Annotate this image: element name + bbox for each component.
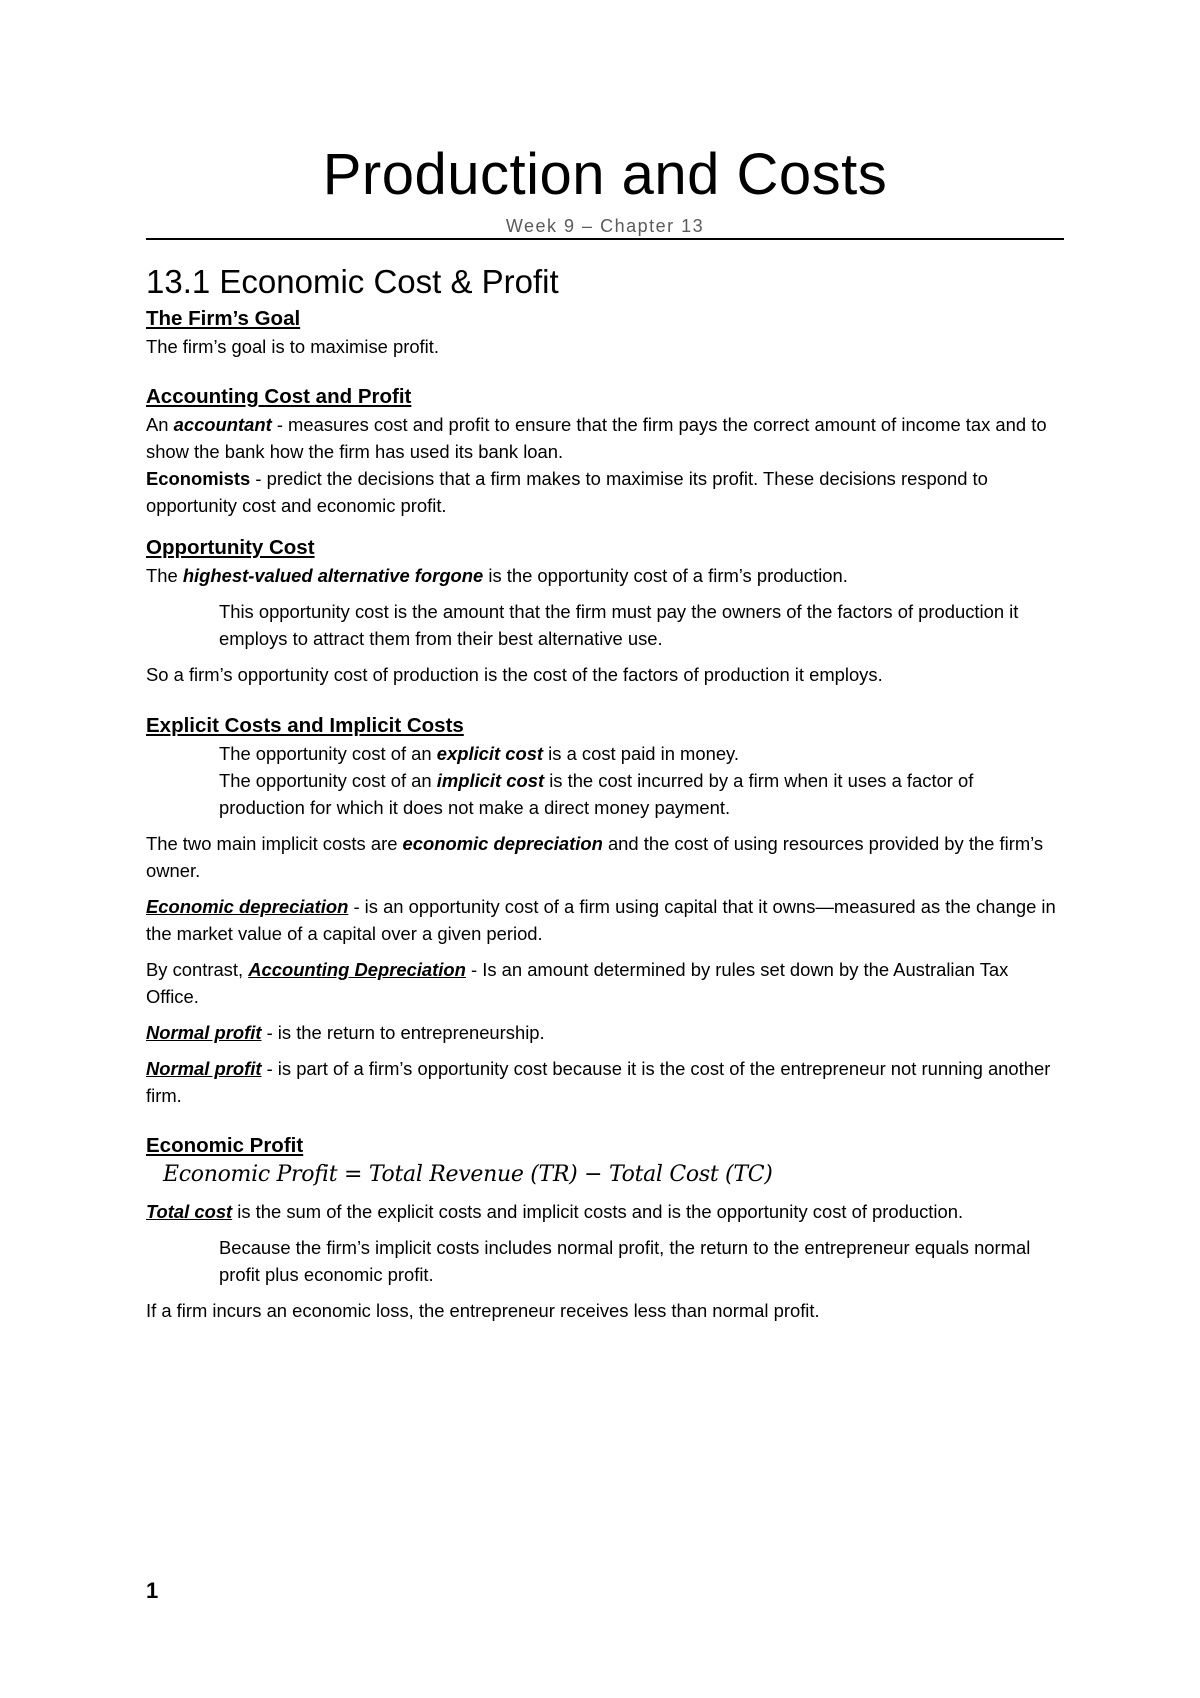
two-implicit-costs-paragraph xyxy=(146,830,1064,884)
normal-profit-paragraph-2 xyxy=(146,1055,1064,1109)
accounting-section xyxy=(146,383,1064,519)
text-fragment: is the opportunity cost of a firm’s production. xyxy=(483,565,848,586)
text-fragment: An xyxy=(146,414,174,435)
text-fragment: is a cost paid in money. xyxy=(543,743,739,764)
text-fragment: The opportunity cost of an xyxy=(219,743,437,764)
document-subtitle: Week 9 – Chapter 13 xyxy=(505,216,705,236)
accounting-depreciation-paragraph xyxy=(146,956,1064,1010)
document-title: Production and Costs xyxy=(322,142,888,207)
term-highest-valued: highest-valued alternative forgone xyxy=(182,565,484,586)
text-fragment: and the cost of using resources provided by the firm’s owner. xyxy=(146,833,1044,881)
economic-profit-section xyxy=(146,1132,1064,1324)
economic-profit-heading: Economic Profit xyxy=(146,1134,304,1157)
opportunity-summary: So a firm’s opportunity cost of production is the cost of the factors of production it employs. xyxy=(146,664,883,685)
text-fragment: is the cost incurred by a firm when it uses a factor of production for which it does not make a direct money payment. xyxy=(219,770,974,818)
text-fragment: The opportunity cost of an xyxy=(219,770,437,791)
opportunity-paragraph xyxy=(146,562,1064,589)
opportunity-indent-paragraph: This opportunity cost is the amount that the firm must pay the owners of the factors of production it employs to attract them from their best alternative use. xyxy=(219,601,1019,649)
explicit-cost-paragraph xyxy=(146,740,1064,767)
term-economists: Economists xyxy=(146,468,251,489)
term-economic-depreciation: economic depreciation xyxy=(402,833,603,854)
opportunity-section xyxy=(146,534,1064,688)
term-normal-profit: Normal profit xyxy=(146,1022,262,1043)
term-explicit-cost: explicit cost xyxy=(436,743,544,764)
text-fragment: The two main implicit costs are xyxy=(146,833,403,854)
explicit-implicit-heading: Explicit Costs and Implicit Costs xyxy=(146,714,464,737)
entrepreneur-return-paragraph: Because the firm’s implicit costs includes normal profit, the return to the entrepreneur equals normal profit plus economic profit. xyxy=(219,1237,1031,1285)
document-page xyxy=(146,0,1064,1698)
title-divider xyxy=(146,238,1064,240)
explicit-implicit-section xyxy=(146,712,1064,1109)
total-cost-paragraph xyxy=(146,1198,1064,1225)
text-fragment: - Is an amount determined by rules set down by the Australian Tax Office. xyxy=(146,959,1009,1007)
text-fragment: is the sum of the explicit costs and implicit costs and is the opportunity cost of production. xyxy=(232,1201,964,1222)
page-number: 1 xyxy=(146,1578,159,1603)
text-fragment: By contrast, xyxy=(146,959,249,980)
term-total-cost: Total cost xyxy=(146,1201,233,1222)
section-heading: 13.1 Economic Cost & Profit xyxy=(146,263,559,300)
firms-goal-section xyxy=(146,305,1064,360)
firms-goal-heading: The Firm’s Goal xyxy=(146,307,301,330)
text-fragment: - is an opportunity cost of a firm using capital that it owns—measured as the change in the market value of a capital over a given period. xyxy=(146,896,1056,944)
text-fragment: - predict the decisions that a firm makes to maximise its profit. These decisions respond to opportunity cost and economic profit. xyxy=(146,468,988,516)
term-accountant: accountant xyxy=(173,414,272,435)
normal-profit-paragraph-1 xyxy=(146,1019,1064,1046)
economic-loss-paragraph: If a firm incurs an economic loss, the entrepreneur receives less than normal profit. xyxy=(146,1300,820,1321)
economic-depreciation-paragraph xyxy=(146,893,1064,947)
accountant-paragraph xyxy=(146,411,1064,465)
economists-paragraph xyxy=(146,465,1064,519)
term-accounting-depreciation: Accounting Depreciation xyxy=(248,959,466,980)
text-fragment: - measures cost and profit to ensure that the firm pays the correct amount of income tax and to show the bank how the firm has used its bank loan. xyxy=(146,414,1047,462)
term-economic-depreciation-def: Economic depreciation xyxy=(146,896,349,917)
opportunity-heading: Opportunity Cost xyxy=(146,536,315,559)
text-fragment: - is part of a firm’s opportunity cost because it is the cost of the entrepreneur not running another firm. xyxy=(146,1058,1051,1106)
term-normal-profit: Normal profit xyxy=(146,1058,262,1079)
economic-profit-formula: Economic Profit = Total Revenue (TR) − Total Cost (TC) xyxy=(163,1162,773,1187)
implicit-cost-paragraph xyxy=(146,767,1064,821)
text-fragment: The xyxy=(146,565,183,586)
text-fragment: - is the return to entrepreneurship. xyxy=(261,1022,545,1043)
term-implicit-cost: implicit cost xyxy=(436,770,545,791)
accounting-heading: Accounting Cost and Profit xyxy=(146,385,412,408)
firms-goal-text: The firm’s goal is to maximise profit. xyxy=(146,336,439,357)
